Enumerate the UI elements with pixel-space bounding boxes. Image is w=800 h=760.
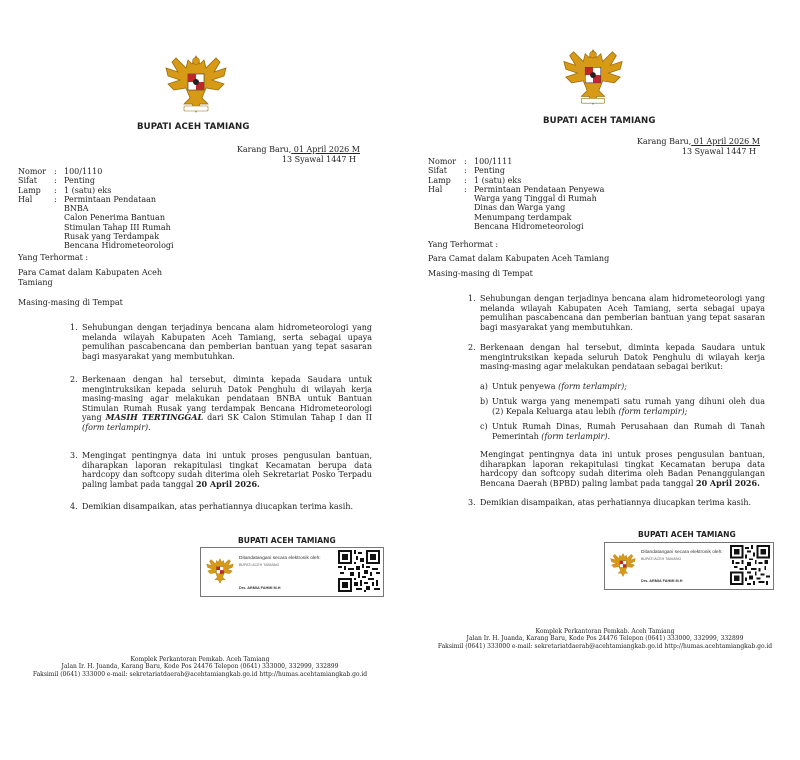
lamp-value: 1 (satu) eks [64, 185, 112, 195]
hal-value: Permintaan Pendataan BNBA Calon Penerima Bantuan Stimulan Tahap III Rumah Rusak yang Terdampak Bencana Hidrometeorologi [64, 194, 174, 251]
date-hijri: 13 Syawal 1447 H [681, 147, 756, 156]
letter-meta: Nomor : 100/1111 Sifat : Penting Lamp : 1 (satu) eks Hal : Permintaan Pendataan Penyewa Warga yang Tinggal di Rumah Dinas dan Warga yang Menumpang terdampak Bencana Hidrometeorologi [428, 157, 648, 231]
emphasis-masih-tertinggal: MASIH TERTINGGAL [105, 412, 204, 423]
signature-note: Ditandatangani secara elektronik oleh: [641, 550, 723, 555]
sifat-label: Sifat [18, 176, 37, 186]
signer-name: Drs. ARMIA FAHMI M.H [239, 586, 281, 590]
signature-title: BUPATI ACEH TAMIANG [238, 536, 336, 545]
letter-date [215, 145, 360, 165]
qr-code-icon [730, 545, 770, 585]
date-place: Karang Baru, [636, 137, 692, 146]
paragraph-1: 1. Sehubungan dengan terjadinya bencana alam hidrometeorologi yang melanda wilayah Kabupaten Aceh Tamiang, serta sebagai upaya pemulihan pascabencana dan pemberian bantuan yang tepat sasaran bagi masyarakat yang membutuhkan. [468, 294, 765, 332]
letter-footer: Komplek Perkantoran Pemkab. Aceh Tamiang Jalan Ir. H. Juanda, Karang Baru, Kode Pos 24476 Telepon (0641) 333000, 332999, 332899 Faksimil (0641) 333000 e-mail: sekretariatdaerah@acehtamiangkab.go.id http://humas.acehtamiangkab.go.id [32, 656, 368, 678]
garuda-emblem-icon [162, 50, 230, 118]
date-day: 01 [293, 145, 304, 154]
garuda-emblem-icon [560, 44, 626, 110]
recipient-place: Masing-masing di Tempat [18, 298, 123, 307]
paragraph-1: 1. Sehubungan dengan terjadinya bencana alam hidrometeorologi yang melanda wilayah Kabupaten Aceh Tamiang, serta sebagai upaya pemulihan pascabencana dan pemberian bantuan yang tepat sasaran bagi masyarakat yang membutuhkan. [70, 323, 372, 361]
electronic-signature-box [604, 542, 774, 590]
nomor-label: Nomor [18, 167, 47, 176]
paragraph-4: 4. Demikian disampaikan, atas perhatiannya diucapkan terima kasih. [70, 502, 354, 511]
letter-2 [410, 0, 800, 760]
electronic-signature-box [200, 547, 384, 597]
letterhead-title: BUPATI ACEH TAMIANG [137, 122, 250, 132]
paragraph-2-continuation: Mengingat pentingnya data ini untuk proses pengusulan bantuan, diharapkan laporan rekapitulasi tingkat Kecamatan berupa data hardcopy dan softcopy sudah diterima oleh Badan Penanggulangan Bencana Daerah (BPBD) paling lambat pada tanggal 20 April 2026. [480, 450, 765, 488]
salutation: Yang Terhormat : [18, 253, 89, 262]
signature-office: BUPATI ACEH TAMIANG [641, 557, 682, 561]
garuda-emblem-icon [609, 549, 637, 581]
sifat-value: Penting [64, 176, 95, 186]
recipient: Para Camat dalam Kabupaten Aceh Tamiang [18, 268, 162, 287]
signature-office: BUPATI ACEH TAMIANG [239, 563, 280, 567]
deadline-date: 20 April 2026. [195, 478, 260, 489]
recipient: Para Camat dalam Kabupaten Aceh Tamiang [428, 254, 610, 263]
list-item-b: b) Untuk warga yang menempati satu rumah yang dihuni oleh dua (2) Kepala Keluarga atau lebih (form terlampir); [480, 397, 765, 416]
lamp-value: 1 (satu) eks [474, 175, 522, 185]
date-year: 2026 M [728, 137, 760, 146]
recipient-place: Masing-masing di Tempat [428, 269, 533, 278]
nomor-value: 100/1110 [64, 167, 103, 176]
date-month: April [706, 137, 727, 146]
signature-title: BUPATI ACEH TAMIANG [638, 530, 736, 539]
nomor-label: Nomor [428, 157, 457, 166]
nomor-value: 100/1111 [474, 157, 513, 166]
letterhead-title: BUPATI ACEH TAMIANG [543, 116, 656, 126]
date-place: Karang Baru, [236, 145, 292, 154]
date-year: 2026 M [328, 145, 360, 154]
salutation: Yang Terhormat : [428, 240, 499, 249]
paragraph-2: 2. Berkenaan dengan hal tersebut, diminta kepada Saudara untuk mengintruksikan kepada seluruh Datok Penghulu di wilayah kerja masing-masing agar melakukan pendataan BNBA untuk Bantuan Stimulan Rumah Rusak yang terdampak Bencana Hidrometeorologi yang MASIH TERTINGGAL dari SK Calon Stimulan Tahap I dan II (form terlampir). [70, 375, 372, 432]
hal-label: Hal [428, 184, 443, 194]
hal-value: Permintaan Pendataan Penyewa Warga yang Tinggal di Rumah Dinas dan Warga yang Menumpang terdampak Bencana Hidrometeorologi [474, 184, 605, 232]
letter-meta: Nomor : 100/1110 Sifat : Penting Lamp : 1 (satu) eks Hal : Permintaan Pendataan BNBA Calon Penerima Bantuan Stimulan Tahap III Rumah Rusak yang Terdampak Bencana Hidrometeorologi [18, 167, 223, 251]
paragraph-3: 3. Mengingat pentingnya data ini untuk proses pengusulan bantuan, diharapkan laporan rekapitulasi tingkat Kecamatan berupa data hardcopy dan softcopy sudah diterima oleh Sekretariat Posko Terpadu paling lambat pada tanggal 20 April 2026. [70, 451, 372, 489]
lamp-label: Lamp [428, 175, 451, 185]
paragraph-2: 2. Berkenaan dengan hal tersebut, diminta kepada Saudara untuk mengintruksikan kepada seluruh Datok Penghulu di wilayah kerja masing-masing agar melakukan pendataan sebagai berikut: [468, 343, 765, 372]
hal-label: Hal [18, 194, 33, 204]
date-day: 01 [693, 137, 704, 146]
date-month: April [306, 145, 327, 154]
lamp-label: Lamp [18, 185, 41, 195]
sifat-label: Sifat [428, 166, 447, 176]
qr-code-icon [338, 550, 380, 592]
list-item-a: a) Untuk penyewa (form terlampir); [480, 382, 627, 391]
sifat-value: Penting [474, 166, 505, 176]
deadline-date: 20 April 2026. [696, 477, 760, 488]
date-hijri: 13 Syawal 1447 H [281, 155, 356, 164]
letter-date [610, 137, 760, 157]
list-item-c: c) Untuk Rumah Dinas, Rumah Perusahaan dan Rumah di Tanah Pemerintah (form terlampir). [480, 422, 765, 441]
paragraph-3: 3. Demikian disampaikan, atas perhatiannya diucapkan terima kasih. [468, 498, 752, 507]
letter-footer: Komplek Perkantoran Pemkab. Aceh Tamiang Jalan Ir. H. Juanda, Karang Baru, Kode Pos 24476 Telepon (0641) 333000, 332999, 332899 Faksimil (0641) 333000 e-mail: sekretariatdaerah@acehtamiangkab.go.id http://humas.acehtamiangkab.go.id [437, 628, 773, 650]
signature-note: Ditandatangani secara elektronik oleh: [239, 556, 321, 561]
garuda-emblem-icon [205, 554, 235, 588]
signer-name: Drs. ARMIA FAHMI M.H [641, 579, 683, 583]
